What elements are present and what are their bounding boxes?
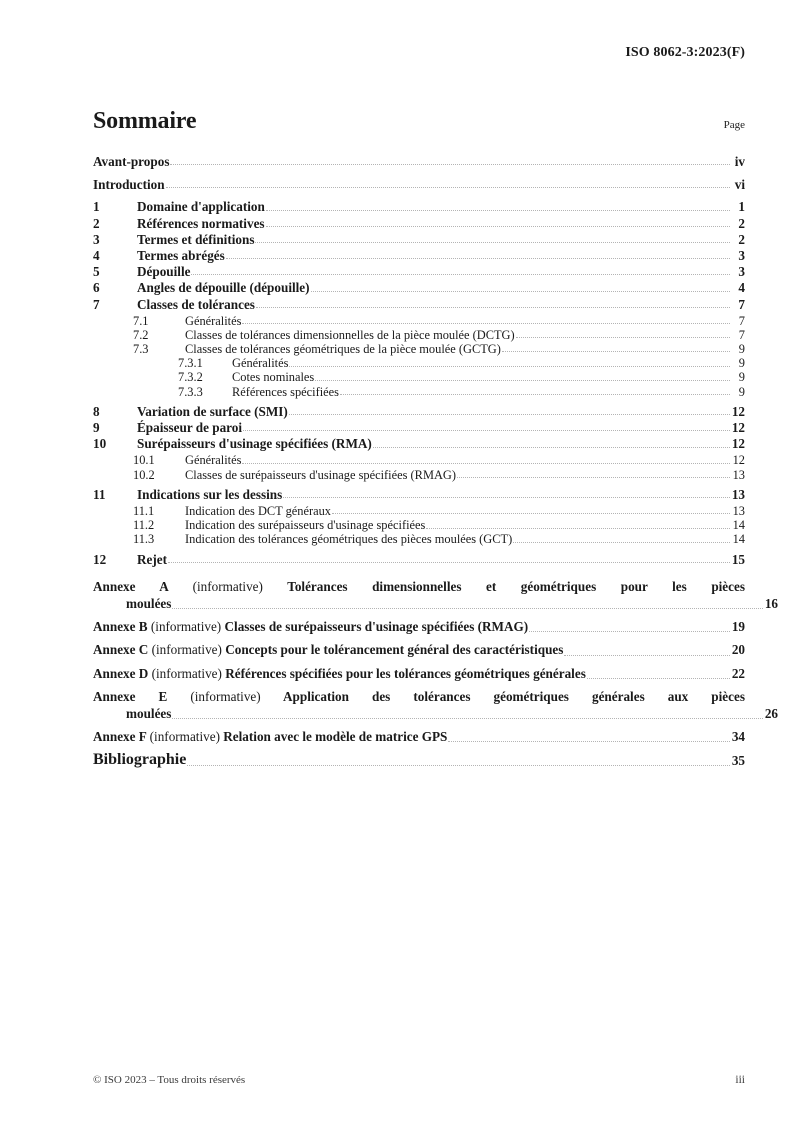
annex-kind: (informative): [151, 665, 222, 681]
toc-entry-bibliography[interactable]: [93, 751, 745, 769]
toc-entry-annex-annexe-d[interactable]: [93, 665, 745, 682]
leader-dots: [289, 405, 730, 418]
toc-entry-label: Classes de tolérances dimensionnelles de la pièce moulée (DCTG): [185, 327, 515, 342]
leader-dots: [255, 233, 730, 246]
toc-entry-subclause-7.3[interactable]: [93, 342, 745, 355]
toc-page-number: 7: [738, 327, 745, 342]
toc-page-number: 12: [731, 403, 745, 419]
annex-label: Annexe F: [93, 729, 147, 744]
leader-dots: [226, 249, 730, 262]
toc-entry-number: 10.2: [133, 467, 155, 482]
annex-title-text: [93, 728, 447, 745]
toc-entry-number: 6: [93, 280, 100, 296]
toc-entry-number: 5: [93, 264, 100, 280]
annex-title-text-cont: moulées: [126, 596, 172, 612]
leader-dots: [513, 533, 730, 546]
leader-dots: [587, 669, 730, 682]
leader-dots: [191, 265, 730, 278]
toc-entry-label: Dépouille: [137, 264, 191, 280]
page-column-header: Page: [723, 119, 745, 131]
annex-label: Annexe B: [93, 619, 148, 635]
leader-dots: [332, 504, 730, 517]
annex-kind: (informative): [149, 729, 220, 744]
toc-entry-subclause-11.3[interactable]: [93, 533, 745, 546]
toc-entry-label: Avant-propos: [93, 154, 170, 169]
annex-title-line-2: [93, 705, 778, 722]
toc-entry-clause-11[interactable]: [93, 488, 745, 501]
toc-entry-label: Introduction: [93, 176, 165, 192]
toc-entry-frontmatter[interactable]: [93, 155, 745, 168]
toc-page-number: iv: [734, 154, 745, 169]
annex-label: Annexe C: [93, 642, 149, 658]
toc-page-number: 12: [732, 453, 745, 468]
annex-title-main: Références spécifiées pour les tolérances géométriques générales: [225, 665, 586, 681]
toc-entry-number: 3: [93, 231, 100, 247]
leader-dots: [457, 468, 730, 481]
toc-page-number: 14: [732, 518, 745, 533]
toc-page-number: 13: [732, 503, 745, 518]
page-title: Sommaire: [93, 108, 197, 134]
toc-entry-label: Références spécifiées: [232, 384, 339, 399]
leader-dots: [311, 281, 730, 294]
leader-dots: [516, 328, 730, 341]
toc-entry-clause-12[interactable]: [93, 553, 745, 566]
toc-entry-subclause-11.1[interactable]: [93, 504, 745, 517]
toc-entry-clause-9[interactable]: [93, 421, 745, 434]
leader-dots: [242, 314, 730, 327]
toc-entry-number: 11.3: [133, 532, 155, 547]
toc-entry-subclause-7.3.2[interactable]: [93, 371, 745, 384]
toc-entry-number: 7.3.3: [178, 384, 203, 399]
annex-title-line-1: [93, 618, 745, 635]
toc-entry-number: 11.2: [133, 518, 155, 533]
leader-dots: [448, 732, 730, 745]
annex-title-text: [93, 618, 528, 635]
toc-entry-label: Termes et définitions: [137, 231, 255, 247]
toc-page-number: 4: [738, 280, 745, 296]
toc-entry-label: Rejet: [137, 551, 168, 567]
annex-title-line-1: [93, 578, 745, 595]
toc-entry-number: 10: [93, 436, 107, 452]
toc-page-number: 3: [738, 248, 745, 264]
toc-page-number: 16: [764, 596, 778, 612]
annex-title-main: Relation avec le modèle de matrice GPS: [223, 729, 448, 744]
toc-page-number: 14: [732, 532, 745, 547]
leader-dots: [289, 356, 730, 369]
toc-entry-subclause-7.3.3[interactable]: [93, 385, 745, 398]
toc-page-number: vi: [734, 176, 745, 192]
toc-entry-annex-annexe-c[interactable]: [93, 641, 745, 658]
leader-dots: [283, 488, 730, 501]
toc-entry-number: 7.1: [133, 313, 149, 328]
annex-label: Annexe E: [93, 688, 168, 704]
toc-entry-number: 8: [93, 403, 100, 419]
toc-entry-number: 11: [93, 486, 106, 502]
toc-entry-label: Domaine d'application: [137, 199, 265, 215]
leader-dots: [166, 178, 730, 191]
toc-entry-number: 12: [93, 551, 107, 567]
toc-page-number: 1: [738, 199, 745, 215]
toc-page-number: 19: [731, 619, 745, 635]
toc-entry-number: 1: [93, 199, 100, 215]
toc-entry-label: Généralités: [185, 313, 242, 328]
toc-entry-number: 4: [93, 248, 100, 264]
toc-page-number: 20: [731, 642, 745, 658]
leader-dots: [266, 200, 730, 213]
annex-title-line-1: [93, 665, 745, 682]
leader-dots: [242, 454, 730, 467]
toc-entry-label: Angles de dépouille (dépouille): [137, 280, 310, 296]
toc-entry-annex-annexe-b[interactable]: [93, 618, 745, 635]
leader-dots: [373, 437, 730, 450]
leader-dots: [168, 553, 730, 566]
table-of-contents: [93, 154, 778, 769]
toc-page-number: 2: [738, 215, 745, 231]
toc-entry-subclause-10.1[interactable]: [93, 454, 745, 467]
toc-page-number: 35: [731, 753, 745, 769]
toc-page-number: 15: [731, 551, 745, 567]
annex-label: Annexe D: [93, 665, 149, 681]
toc-entry-number: 7.3.1: [178, 356, 203, 371]
toc-entry-annex-annexe-e[interactable]: [93, 688, 778, 722]
copyright-notice: © ISO 2023 – Tous droits réservés: [93, 1074, 246, 1086]
toc-entry-annex-annexe-a[interactable]: [93, 578, 778, 612]
toc-entry-number: 10.1: [133, 453, 155, 468]
toc-entry-clause-4[interactable]: [93, 249, 745, 262]
toc-entry-clause-5[interactable]: [93, 265, 745, 278]
toc-entry-subclause-7.2[interactable]: [93, 328, 745, 341]
toc-entry-label: Indication des DCT généraux: [185, 503, 332, 518]
leader-dots: [256, 298, 730, 311]
document-header-reference: ISO 8062-3:2023(F): [625, 45, 745, 60]
toc-entry-clause-1[interactable]: [93, 200, 745, 213]
toc-page-number: 9: [738, 384, 745, 399]
toc-page-number: 2: [738, 231, 745, 247]
annex-title-text: Tolérances dimensionnelles et géométriques pour les pièces: [287, 578, 746, 594]
toc-page-number: 22: [731, 665, 745, 681]
leader-dots: [502, 342, 730, 355]
toc-entry-label: Surépaisseurs d'usinage spécifiées (RMA): [137, 436, 372, 452]
page-folio: iii: [735, 1074, 745, 1086]
annex-label: Annexe A: [93, 578, 169, 594]
leader-dots: [266, 217, 730, 230]
toc-entry-clause-6[interactable]: [93, 281, 745, 294]
toc-page-number: 12: [731, 420, 745, 436]
document-footer: [93, 1074, 745, 1086]
leader-dots: [170, 155, 730, 168]
leader-dots: [340, 385, 730, 398]
toc-entry-frontmatter[interactable]: [93, 178, 745, 191]
annex-title-line-1: [93, 688, 745, 705]
toc-entry-label: Références normatives: [137, 215, 265, 231]
toc-entry-number: 7.2: [133, 327, 149, 342]
toc-page-number: 9: [738, 341, 745, 356]
toc-entry-clause-10[interactable]: [93, 437, 745, 450]
toc-entry-number: 9: [93, 420, 100, 436]
toc-entry-label: Généralités: [232, 356, 289, 371]
toc-page-number: 7: [738, 296, 745, 312]
toc-entry-clause-2[interactable]: [93, 217, 745, 230]
annex-title-line-2: [93, 595, 778, 612]
annex-title-text: Application des tolérances géométriques générales aux pièces: [283, 688, 745, 704]
toc-entry-label: Variation de surface (SMI): [137, 403, 288, 419]
toc-entry-label: Indications sur les dessins: [137, 486, 283, 502]
toc-entry-label: Indication des surépaisseurs d'usinage spécifiées: [185, 518, 426, 533]
toc-page-number: 7: [738, 313, 745, 328]
annex-title-line-1: [93, 641, 745, 658]
toc-page-number: 9: [738, 356, 745, 371]
toc-entry-annex-annexe-f[interactable]: [93, 728, 745, 745]
toc-entry-subclause-7.3.1[interactable]: [93, 356, 745, 369]
annex-list: [93, 578, 778, 769]
annex-title-main: Concepts pour le tolérancement général des caractéristiques: [225, 642, 564, 658]
toc-entry-label: Indication des tolérances géométriques des pièces moulées (GCT): [185, 532, 513, 547]
toc-entry-number: 2: [93, 215, 100, 231]
toc-entry-label: Épaisseur de paroi: [137, 420, 243, 436]
toc-entry-label: Classes de surépaisseurs d'usinage spécifiées (RMAG): [185, 467, 456, 482]
toc-entry-label: Généralités: [185, 453, 242, 468]
leader-dots: [172, 599, 763, 612]
toc-page-number: 34: [731, 729, 745, 744]
toc-page-number: 26: [764, 705, 778, 721]
toc-entry-number: 11.1: [133, 503, 155, 518]
bibliography-label: Bibliographie: [93, 751, 187, 769]
leader-dots: [426, 518, 730, 531]
leader-dots: [315, 371, 730, 384]
toc-title-row: [93, 108, 745, 135]
leader-dots: [243, 421, 730, 434]
annex-kind: (informative): [192, 578, 263, 594]
toc-entry-subclause-7.1[interactable]: [93, 314, 745, 327]
toc-entry-label: Classes de tolérances: [137, 296, 255, 312]
annex-title-line-1: [93, 728, 745, 745]
toc-entry-subclause-10.2[interactable]: [93, 468, 745, 481]
toc-entry-clause-3[interactable]: [93, 233, 745, 246]
annex-title-text: [93, 665, 586, 682]
annex-title-main: Classes de surépaisseurs d'usinage spécifiées (RMAG): [224, 619, 529, 635]
annex-kind: (informative): [151, 642, 222, 658]
annex-kind: (informative): [190, 688, 261, 704]
toc-entry-number: 7: [93, 296, 100, 312]
toc-entry-label: Classes de tolérances géométriques de la pièce moulée (GCTG): [185, 341, 501, 356]
toc-entry-subclause-11.2[interactable]: [93, 518, 745, 531]
toc-page-number: 13: [732, 467, 745, 482]
leader-dots: [564, 645, 730, 658]
leader-dots: [529, 622, 730, 635]
toc-entry-clause-8[interactable]: [93, 405, 745, 418]
toc-entry-label: Cotes nominales: [232, 370, 315, 385]
toc-entry-number: 7.3: [133, 341, 149, 356]
toc-page-number: 9: [738, 370, 745, 385]
toc-entry-number: 7.3.2: [178, 370, 203, 385]
toc-page-number: 3: [738, 264, 745, 280]
leader-dots: [187, 753, 730, 769]
toc-entry-clause-7[interactable]: [93, 298, 745, 311]
toc-page-number: 12: [731, 436, 745, 452]
toc-entry-label: Termes abrégés: [137, 248, 225, 264]
toc-page-number: 13: [731, 486, 745, 502]
annex-title-text: [93, 641, 563, 658]
leader-dots: [172, 709, 763, 722]
annex-title-text-cont: moulées: [126, 705, 172, 721]
annex-kind: (informative): [150, 619, 222, 635]
